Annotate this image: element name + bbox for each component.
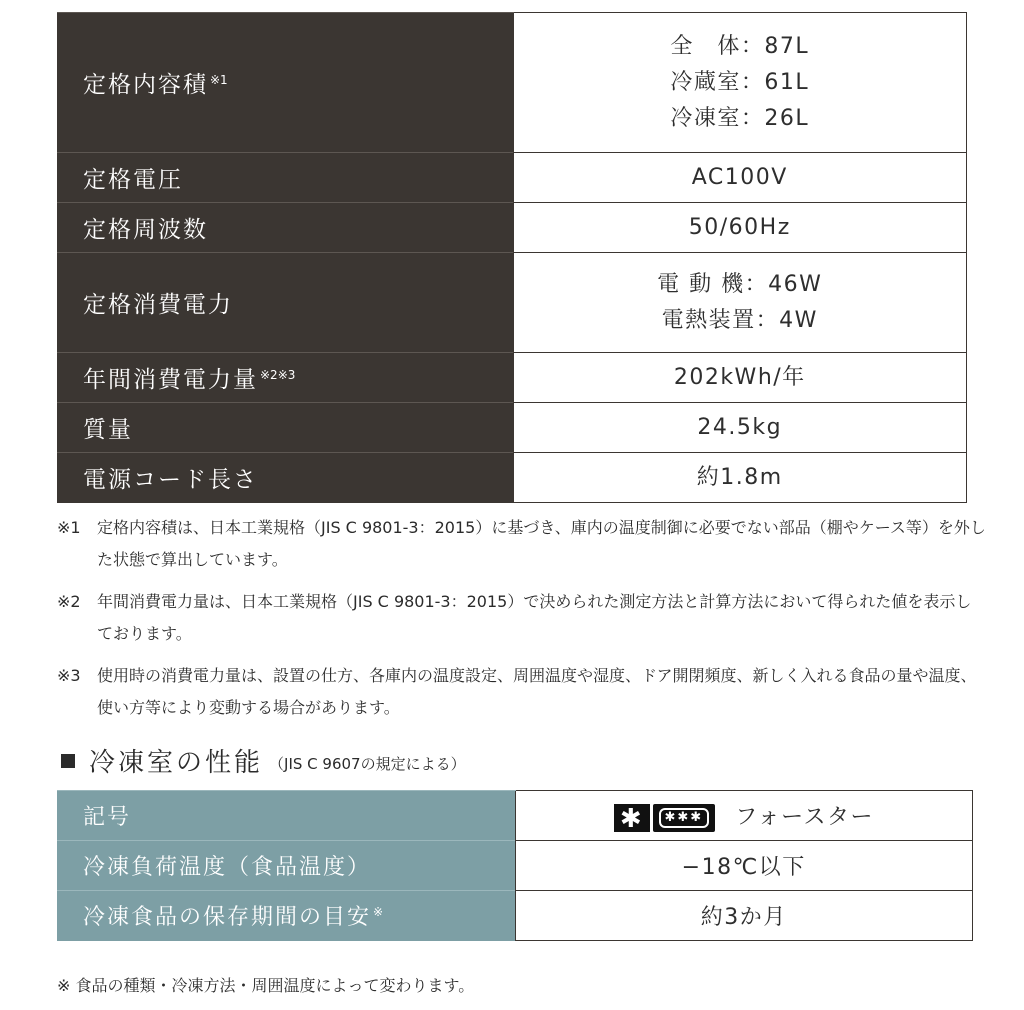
footnote: ※ 食品の種類・冷凍方法・周囲温度によって変わります。 [57,976,475,995]
freezer-section-heading [57,742,466,779]
spec-value-line: 24.5kg [697,414,783,440]
spec-label-text: 年間消費電力量 [83,367,258,393]
spec-row [57,253,967,353]
note-mark: ※1 [57,518,81,537]
spec-row [57,13,967,153]
spec-label [57,153,513,203]
spec-label [57,13,513,153]
spec-row [57,403,967,453]
spec-value [513,353,967,403]
spec-value-line: 50/60Hz [688,214,791,240]
note-text: 年間消費電力量は、日本工業規格（JIS C 9801-3：2015）で決められた測定方法と計算方法において得られた値を表示しております。 [97,592,972,643]
section-subtitle: （JIS C 9607の規定による） [269,755,466,773]
freezer-label-text: 記号 [83,805,132,830]
spec-label-text: 定格周波数 [83,217,208,243]
freezer-label [57,791,515,841]
freezer-table [57,790,973,941]
spec-label-text: 質量 [83,417,133,443]
footnote-mark: ※ [373,905,384,920]
freezer-value [515,841,973,891]
spec-value-line: 202kWh/年 [673,364,806,390]
note-item [57,660,987,724]
square-bullet-icon [61,754,75,768]
freezer-value [515,791,973,841]
spec-value [513,453,967,503]
spec-label [57,353,513,403]
freezer-label-text: 冷凍負荷温度（食品温度） [83,855,372,880]
spec-value-line: AC100V [691,164,788,190]
freezer-value-text: フォースター [735,804,874,830]
spec-table [57,12,967,503]
spec-value [513,203,967,253]
note-text: 使用時の消費電力量は、設置の仕方、各庫内の温度設定、周囲温度や湿度、ドア開閉頻度、新しく入れる食品の量や温度、使い方等により変動する場合があります。 [97,666,977,717]
spec-label [57,253,513,353]
spec-label-text: 定格消費電力 [83,292,233,318]
spec-label [57,453,513,503]
four-star-icon [614,804,716,832]
freezer-value-text: 約3か月 [700,905,787,930]
big-star-icon: ✱ [614,804,650,832]
freezer-label [57,841,515,891]
freezer-row [57,791,973,841]
spec-value-line: 電 動 機：46W [657,271,823,297]
note-mark: ※2 [57,592,81,611]
spec-row [57,153,967,203]
note-item [57,512,987,576]
spec-value [513,253,967,353]
note-text: 定格内容積は、日本工業規格（JIS C 9801-3：2015）に基づき、庫内の温度制御に必要でない部品（棚やケース等）を外した状態で算出しています。 [97,518,986,569]
spec-value-line: 約1.8m [696,464,783,490]
spec-label [57,403,513,453]
freezer-label-text: 冷凍食品の保存期間の目安 [83,905,372,931]
spec-row [57,203,967,253]
three-star-icon [653,804,716,832]
three-star-text: ✱✱✱ [659,808,710,828]
spec-value [513,13,967,153]
spec-label [57,203,513,253]
spec-value-line: 電熱装置：4W [661,307,818,333]
note-item [57,586,987,650]
spec-value [513,153,967,203]
spec-label-text: 電源コード長さ [83,467,258,494]
freezer-value-text: −18℃以下 [681,855,806,880]
spec-value-line: 全 体：87L [670,33,810,59]
freezer-row [57,891,973,941]
footnote-mark: ※2※3 [260,368,296,382]
spec-value-line: 冷凍室：26L [670,105,810,131]
spec-label-text: 定格内容積 [83,72,208,98]
spec-value-line: 冷蔵室：61L [670,69,810,95]
freezer-value [515,891,973,941]
freezer-row [57,841,973,891]
note-mark: ※3 [57,666,81,685]
spec-row [57,453,967,503]
spec-label-text: 定格電圧 [83,167,183,193]
section-title: 冷凍室の性能 [89,748,264,778]
footnote-mark: ※1 [210,73,228,87]
spec-row [57,353,967,403]
spec-value [513,403,967,453]
notes [57,512,987,734]
freezer-label [57,891,515,941]
